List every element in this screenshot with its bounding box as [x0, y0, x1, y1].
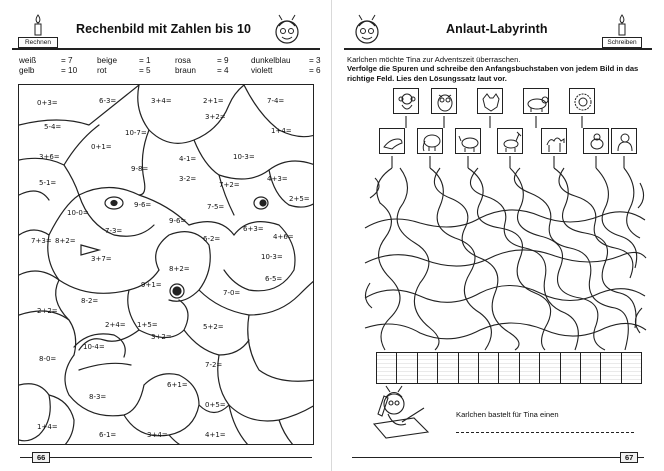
karlchen-icon: [352, 14, 382, 46]
picture-card-deer: [497, 128, 523, 154]
elephant-icon: [420, 131, 442, 153]
picture-card-bird: [583, 128, 609, 154]
math-task: 4+3=: [267, 175, 288, 183]
math-task: 5-4=: [44, 123, 62, 131]
footer-rule: [20, 457, 312, 458]
math-task: 6-2=: [203, 235, 221, 243]
math-task: 6+1=: [167, 381, 188, 389]
picture-card-monkey: [393, 88, 419, 114]
math-task: 3+7=: [91, 255, 112, 263]
math-task: 3+2=: [151, 333, 172, 341]
karlchen-crafting-illustration: [366, 384, 446, 442]
letter-box[interactable]: [498, 352, 518, 384]
math-task: 10-0=: [67, 209, 89, 217]
wolf-icon: [480, 91, 502, 113]
letter-box[interactable]: [417, 352, 437, 384]
badge-label: Schreiben: [602, 37, 642, 48]
picture-card-elephant: [417, 128, 443, 154]
lion-icon: [572, 91, 594, 113]
solution-letter-boxes: [376, 352, 642, 384]
candle-icon: [614, 14, 630, 36]
page-title: Anlaut-Labyrinth: [446, 22, 548, 36]
math-task: 3+4=: [151, 97, 172, 105]
letter-box[interactable]: [437, 352, 457, 384]
math-task: 7-2=: [205, 361, 223, 369]
math-task: 0+5=: [205, 401, 226, 409]
math-task: 8+2=: [169, 265, 190, 273]
math-task: 1+4=: [37, 423, 58, 431]
left-page: Rechnen Rechenbild mit Zahlen bis 10 weiß = 7 gelb = 10 beige = 1 rot = 5 rosa = 9 braun = 4 dunkelblau = 3 violett = 6 0+3= 6-3= 3+4= 2+1= 7-4= 5-4= 3+2= 1+4= 0+1= 10-7= 4-1= 10-3= 3+6= 9-8= 3-2= 7+2= 4+3= 5-1= 9-6= 7-5= 2+5= 10-0= 9-6= 6+3= 4+6= 7+3= 8+2= 7-3= 6-2= 3+7= 10-3= 9+1= 8+2= 6-5= 7-0= 8-2= 1+5= 2+2= 5+2= 2+4= 10-4= 3+2= 8-0= 7-2= 6+1= 8-3= 0+5= 1+4= 6-1= 3+4= 4+1= 66: [0, 0, 332, 471]
letter-box[interactable]: [396, 352, 416, 384]
math-task: 10-3=: [233, 153, 255, 161]
picture-card-camel: [541, 128, 567, 154]
math-task: 6+3=: [243, 225, 264, 233]
math-task: 5+2=: [203, 323, 224, 331]
picture-card-lion: [569, 88, 595, 114]
math-task: 1+4=: [271, 127, 292, 135]
math-task: 9+1=: [141, 281, 162, 289]
math-task: 8+2=: [55, 237, 76, 245]
math-task: 2+5=: [289, 195, 310, 203]
picture-outlines: [19, 85, 314, 445]
header-rule: [12, 48, 320, 50]
math-task: 3+2=: [205, 113, 226, 121]
math-task: 8-0=: [39, 355, 57, 363]
subject-badge: [18, 14, 58, 48]
instruction-intro: Karlchen möchte Tina zur Adventszeit überraschen.: [347, 55, 521, 64]
letter-box[interactable]: [560, 352, 580, 384]
camel-icon: [544, 131, 566, 153]
letter-box[interactable]: [519, 352, 539, 384]
math-task: 7+2=: [219, 181, 240, 189]
math-task: 0+3=: [37, 99, 58, 107]
answer-line[interactable]: [456, 432, 634, 433]
math-task: 7-3=: [105, 227, 123, 235]
math-task: 0+1=: [91, 143, 112, 151]
math-task: 7+3=: [31, 237, 52, 245]
page-number: 66: [32, 452, 50, 463]
math-task: 2+1=: [203, 97, 224, 105]
math-task: 2+2=: [37, 307, 58, 315]
rhino-icon: [458, 131, 480, 153]
letter-box[interactable]: [539, 352, 559, 384]
candle-icon: [30, 14, 46, 36]
math-task: 7-4=: [267, 97, 285, 105]
math-task: 4-1=: [179, 155, 197, 163]
math-task: 3+4=: [147, 431, 168, 439]
math-task: 10-7=: [125, 129, 147, 137]
math-task: 7-0=: [223, 289, 241, 297]
math-task: 8-3=: [89, 393, 107, 401]
page-title: Rechenbild mit Zahlen bis 10: [76, 22, 252, 36]
solution-sentence: Karlchen bastelt für Tina einen: [456, 410, 559, 419]
math-task: 6-5=: [265, 275, 283, 283]
picture-card-gorilla: [611, 128, 637, 154]
math-task: 10-4=: [83, 343, 105, 351]
letter-maze: [360, 88, 648, 378]
letter-box[interactable]: [621, 352, 642, 384]
math-task: 6-1=: [99, 431, 117, 439]
owl-icon: [434, 91, 456, 113]
math-task: 4+6=: [273, 233, 294, 241]
math-task: 4+1=: [205, 431, 226, 439]
math-task: 3+6=: [39, 153, 60, 161]
math-task: 3-2=: [179, 175, 197, 183]
math-task: 9-6=: [169, 217, 187, 225]
math-task: 9-6=: [134, 201, 152, 209]
math-task: 2+4=: [105, 321, 126, 329]
picture-card-seal: [379, 128, 405, 154]
bird-icon: [586, 131, 608, 153]
letter-box[interactable]: [580, 352, 600, 384]
header-rule: [344, 48, 652, 50]
picture-card-wolf: [477, 88, 503, 114]
instruction-task: Verfolge die Spuren und schreibe den Anfangsbuchstaben von jedem Bild in das richtige Feld. Lies den Lösungssatz laut vor.: [347, 64, 639, 83]
gorilla-icon: [614, 131, 636, 153]
bear-icon: [526, 91, 548, 113]
letter-box[interactable]: [600, 352, 620, 384]
letter-box[interactable]: [458, 352, 478, 384]
math-task: 10-3=: [261, 253, 283, 261]
picture-card-rhino: [455, 128, 481, 154]
task-instructions: [347, 55, 653, 83]
math-task: 1+5=: [137, 321, 158, 329]
footer-rule: [352, 457, 644, 458]
right-header: [344, 14, 652, 52]
deer-icon: [500, 131, 522, 153]
color-by-number-picture: [18, 84, 314, 445]
math-task: 9-8=: [131, 165, 149, 173]
letter-box[interactable]: [376, 352, 396, 384]
badge-label: Rechnen: [18, 37, 58, 48]
page-number: 67: [620, 452, 638, 463]
picture-card-bear: [523, 88, 549, 114]
letter-box[interactable]: [478, 352, 498, 384]
math-task: 6-3=: [99, 97, 117, 105]
karlchen-icon: [272, 14, 302, 46]
math-task: 5-1=: [39, 179, 57, 187]
seal-icon: [382, 131, 404, 153]
left-header: [12, 14, 320, 52]
subject-badge: [602, 14, 642, 48]
monkey-icon: [396, 91, 418, 113]
picture-card-owl: [431, 88, 457, 114]
math-task: 7-5=: [207, 203, 225, 211]
math-task: 8-2=: [81, 297, 99, 305]
